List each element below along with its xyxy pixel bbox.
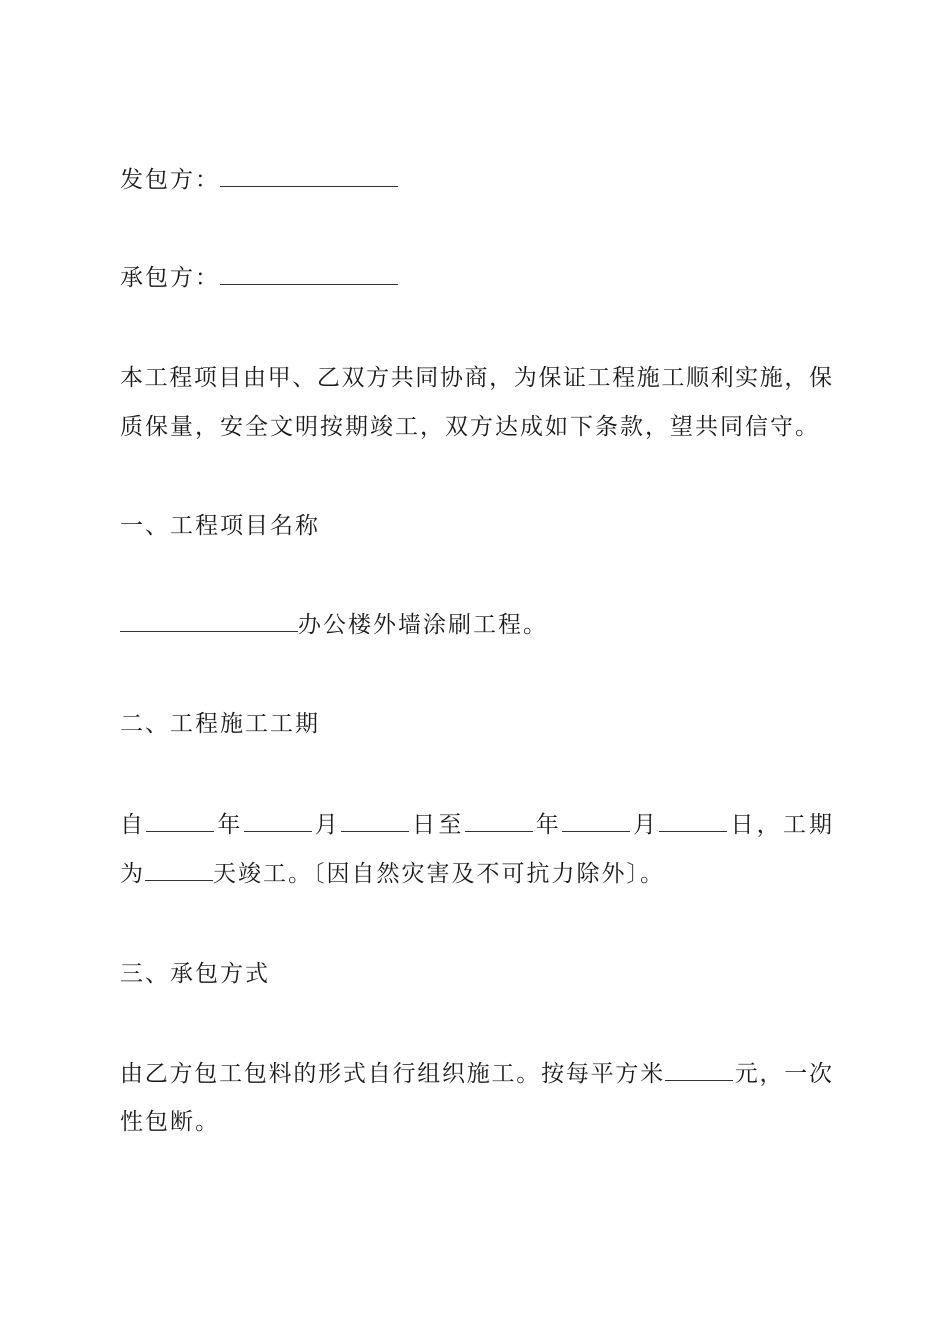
contract-method-suffix: 元，一次 — [732, 1061, 833, 1087]
project-name-line — [120, 609, 832, 641]
start-year-blank[interactable] — [146, 811, 214, 832]
contractor-blank[interactable] — [220, 264, 398, 285]
end-year-blank[interactable] — [465, 811, 533, 832]
contract-method-line-1 — [120, 1058, 832, 1090]
contract-method-line-2: 性包断。 — [120, 1109, 220, 1135]
employer-label: 发包方： — [120, 167, 220, 193]
section3-title: 三、承包方式 — [120, 961, 270, 987]
duration-suffix: 天竣工。〔因自然灾害及不可抗力除外〕。 — [213, 861, 665, 887]
unit-price-blank[interactable] — [665, 1060, 733, 1081]
start-month-label: 月 — [311, 812, 341, 838]
duration-prefix: 为 — [120, 861, 145, 887]
schedule-from: 自 — [120, 812, 147, 838]
contractor-line — [120, 262, 832, 294]
end-day-blank[interactable] — [659, 811, 727, 832]
schedule-line-1 — [120, 809, 832, 841]
start-month-blank[interactable] — [244, 811, 312, 832]
section1-title: 一、工程项目名称 — [120, 513, 320, 539]
contract-method-prefix: 由乙方包工包料的形式自行组织施工。按每平方米 — [120, 1061, 665, 1087]
intro-line-2: 质保量，安全文明按期竣工，双方达成如下条款，望共同信守。 — [120, 414, 820, 440]
end-day-tail-label: 日，工期 — [727, 812, 832, 838]
schedule-line-2 — [120, 858, 832, 890]
contractor-label: 承包方： — [120, 265, 220, 291]
start-day-blank[interactable] — [341, 811, 409, 832]
end-month-blank[interactable] — [562, 811, 630, 832]
start-year-label: 年 — [214, 812, 244, 838]
section2-title: 二、工程施工工期 — [120, 711, 320, 737]
project-name-blank[interactable] — [120, 611, 298, 632]
duration-days-blank[interactable] — [145, 860, 213, 881]
end-month-label: 月 — [629, 812, 660, 838]
end-year-label: 年 — [532, 812, 562, 838]
employer-line — [120, 164, 832, 196]
intro-line-1: 本工程项目由甲、乙双方共同协商，为保证工程施工顺利实施，保 — [120, 365, 832, 391]
employer-blank[interactable] — [220, 166, 398, 187]
start-day-to-label: 日至 — [408, 812, 465, 838]
project-name-text: 办公楼外墙涂刷工程。 — [298, 612, 548, 638]
